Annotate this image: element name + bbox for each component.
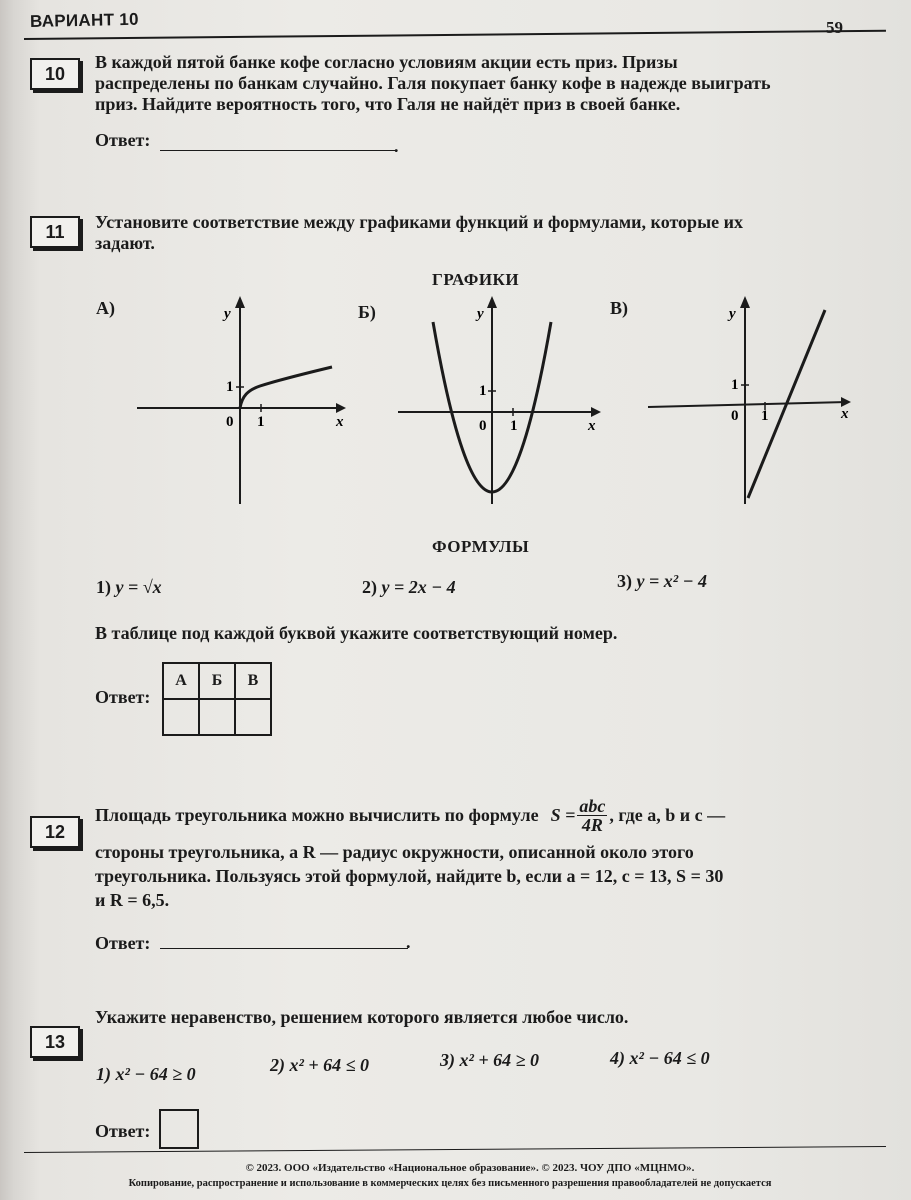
table-header-c: В [235, 663, 271, 699]
answer-cell-b[interactable] [199, 699, 235, 735]
graph-c-line [645, 290, 865, 510]
q11-line2: задают. [95, 233, 155, 253]
question-13-text: Укажите неравенство, решением которого является любое число. [95, 1007, 629, 1027]
x-axis-arrow [336, 403, 346, 413]
area-formula-fraction: $\frac{\text{abc}}{4R}$ [579, 795, 606, 835]
option-3: 3) x² + 64 ≥ 0 [440, 1050, 540, 1070]
tick-label-1-y: 1 [731, 377, 739, 393]
x-axis-label: x [588, 418, 596, 434]
formula-1: 1) y = √x [96, 577, 162, 597]
footer-rights: Копирование, распространение и использование в коммерческих целях без письменного разрешения правообладателей не допускается [128, 1178, 772, 1189]
graph-a-sqrt [132, 290, 357, 510]
page-number: 59 [826, 18, 843, 37]
emphasis-not-find: не найдёт [440, 94, 519, 114]
graphs-title: ГРАФИКИ [432, 270, 520, 289]
q12-line4: и R = 6,5. [95, 890, 170, 910]
tick-label-1-y: 1 [226, 379, 234, 395]
table-header-a: А [163, 663, 199, 699]
graph-b-parabola [395, 290, 610, 510]
answer-box-13[interactable] [159, 1109, 199, 1149]
answer-field-12[interactable] [160, 948, 408, 949]
q12-line1: Площадь треугольника можно вычислить по формуле S = $\frac{\text{abc}}{4R}$ , где a, b и c — [95, 795, 726, 835]
question-number-11: 11 [30, 216, 80, 248]
y-axis-label: y [477, 306, 484, 322]
y-axis-arrow [487, 296, 497, 308]
q10-line2: распределены по банкам случайно. Галя покупает банку кофе в надежде выиграть [95, 73, 771, 93]
x-axis-label: x [841, 406, 849, 422]
y-axis-arrow [235, 296, 245, 308]
origin-label: 0 [479, 418, 487, 434]
question-12-text [95, 792, 885, 911]
question-number-13: 13 [30, 1026, 80, 1058]
answer-cell-a[interactable] [163, 699, 199, 735]
footer-copyright: © 2023. ООО «Издательство «Национальное образование». © 2023. ЧОУ ДПО «МЦНМО». [245, 1162, 695, 1174]
y-axis-label: y [729, 306, 736, 322]
graph-label-c: В) [610, 298, 628, 318]
q11-line1: Установите соответствие между графиками функций и формулами, которые их [95, 212, 743, 232]
answer-field-10[interactable] [160, 150, 395, 151]
y-axis-label: y [224, 306, 231, 322]
graph-label-a: А) [96, 298, 115, 318]
answer-label-11: Ответ: [95, 687, 151, 707]
q12-line3: треугольника. Пользуясь этой формулой, найдите b, если a = 12, c = 13, S = 30 [95, 866, 724, 886]
question-number-12: 12 [30, 816, 80, 848]
option-2: 2) x² + 64 ≤ 0 [270, 1055, 370, 1075]
question-11-text [95, 212, 855, 254]
tick-label-1-y: 1 [479, 383, 487, 399]
answer-table-header-row [163, 663, 271, 699]
answer-label-13: Ответ: [95, 1121, 151, 1141]
y-axis-arrow [740, 296, 750, 308]
curve-sqrt [240, 367, 332, 408]
question-number-10: 10 [30, 58, 80, 90]
x-axis [648, 402, 847, 407]
origin-label: 0 [731, 408, 739, 424]
formula-2: 2) y = 2x − 4 [362, 577, 456, 597]
x-axis-arrow [591, 407, 601, 417]
option-4: 4) x² − 64 ≤ 0 [610, 1048, 710, 1068]
header-divider [24, 30, 886, 40]
option-1: 1) x² − 64 ≥ 0 [96, 1064, 196, 1084]
q10-line3: приз. Найдите вероятность того, что Галя не найдёт приз в своей банке. [95, 94, 681, 114]
origin-label: 0 [226, 414, 234, 430]
x-axis-label: x [336, 414, 344, 430]
variant-title: ВАРИАНТ 10 [29, 9, 140, 31]
formulas-title: ФОРМУЛЫ [432, 537, 530, 556]
exam-page: ВАРИАНТ 10 59 10 В каждой пятой банке кофе согласно условиям акции есть приз. Призы распределены по банкам случайно. Галя покупает банку кофе в надежде выиграть приз. Найдите вероятность того, что Галя не найдёт приз в своей банке. Ответ: . 11 Установите соответствие между графиками функций и формулами, которые их задают. ГРАФИКИ А) Б) В) y 1 0 1 x y 1 0 1 x y 1 0 1 x ФОРМУЛЫ 1) y = √x 2) y = 2x − 4 3) y = x² − 4 В таблице под каждой буквой укажите соответствующий номер. Ответ: А Б В 12 Площадь треугольника можно вычислить по формуле S = $\frac{\text{abc}}{4R}$ , где a, b и c — стороны треугольника, а R — радиус окружности, описанной около этого треугольника. Пользуясь этой формулой, найдите b, если a = 12, c = 13, S = 30 и R = 6,5. Ответ: . 13 Укажите неравенство, решением которого является любое число. 1) x² − 64 ≥ 0 2) x² + 64 ≤ 0 3) x² + 64 ≥ 0 4) x² − 64 ≤ 0 Ответ: © 2023. ООО «Издательство «Национальное образование». © 2023. ЧОУ ДПО «МЦНМО». Копирование, распространение и использование в коммерческих целях без письменного разрешения правообладателей не допускается [0, 0, 911, 1200]
graph-label-b: Б) [358, 302, 376, 322]
answer-label-12: Ответ: [95, 933, 151, 953]
answer-cell-c[interactable] [235, 699, 271, 735]
answer-label-10: Ответ: [95, 130, 151, 150]
answer-table-input-row [163, 699, 271, 735]
tick-label-1-x: 1 [761, 408, 769, 424]
question-10-text [95, 52, 855, 115]
q12-line2: стороны треугольника, а R — радиус окружности, описанной около этого [95, 842, 694, 862]
table-header-b: Б [199, 663, 235, 699]
tick-label-1-x: 1 [257, 414, 265, 430]
footer-divider [24, 1146, 886, 1153]
formula-3: 3) y = x² − 4 [617, 571, 708, 591]
table-instruction: В таблице под каждой буквой укажите соответствующий номер. [95, 623, 618, 643]
answer-table-11 [162, 662, 272, 736]
q10-line1: В каждой пятой банке кофе согласно условиям акции есть приз. Призы [95, 52, 678, 72]
tick-label-1-x: 1 [510, 418, 518, 434]
